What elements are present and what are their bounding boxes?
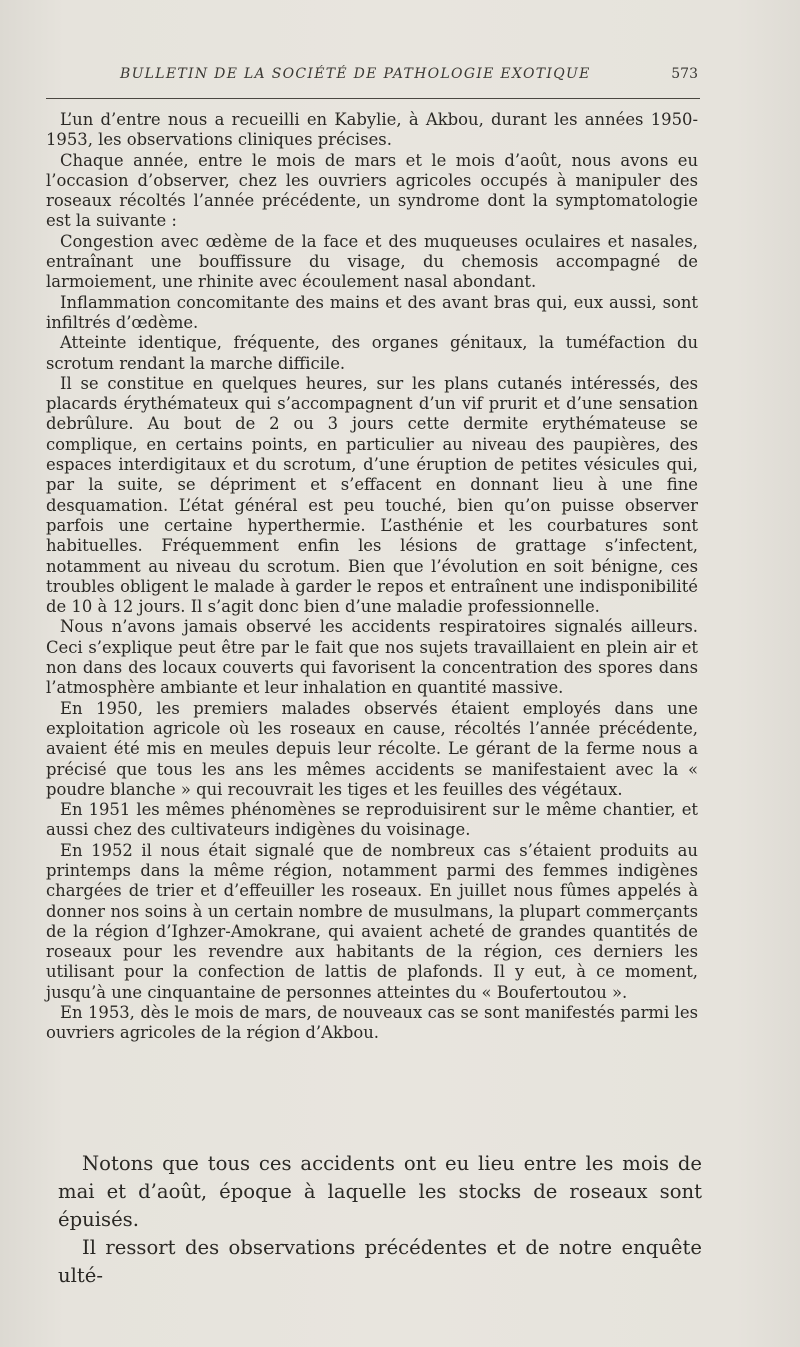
paragraph: Il se constitue en quelques heures, sur les plans cutanés intéressés, des placards érythémateux qui s’accompagnent d’un vif prurit et d’une sensation debrûlure. Au bout de 2 ou 3 jours cette dermite erythémateuse se complique, en certains points, en particulier au niveau des paupières, des espaces interdigitaux et du scrotum, d’une éruption de petites vésicules qui, par la suite, se dépriment et s’effacent en donnant lieu à une fine desquamation. L’état général est peu touché, bien qu’on puisse observer parfois une certaine hyperthermie. L’asthénie et les courbatures sont habituelles. Fréquemment enfin les lésions de grattage s’infectent, notamment au niveau du scrotum. Bien que l’évolution en soit bénigne, ces troubles obligent le malade à garder le repos et entraînent une indisponibilité de 10 à 12 jours. Il s’agit donc bien d’une maladie professionnelle. xyxy=(46,373,698,617)
paragraph: Chaque année, entre le mois de mars et le mois d’août, nous avons eu l’occasion d’observer, chez les ouvriers agricoles occupés à manipuler des roseaux récoltés l’année précédente, un syndrome dont la symptomatologie est la suivante : xyxy=(46,150,698,231)
large-print-body xyxy=(58,1150,702,1290)
paragraph: L’un d’entre nous a recueilli en Kabylie, à Akbou, durant les années 1950-1953, les observations cliniques précises. xyxy=(46,110,698,150)
paragraph: Notons que tous ces accidents ont eu lieu entre les mois de mai et d’août, époque à laquelle les stocks de roseaux sont épuisés. xyxy=(58,1152,702,1231)
running-title: BULLETIN DE LA SOCIÉTÉ DE PATHOLOGIE EXOTIQUE xyxy=(120,66,591,82)
paragraph: En 1953, dès le mois de mars, de nouveaux cas se sont manifestés parmi les ouvriers agricoles de la région d’Akbou. xyxy=(46,1003,698,1043)
running-header xyxy=(100,62,700,88)
header-rule xyxy=(46,98,700,99)
paragraph: Il ressort des observations précédentes et de notre enquête ulté- xyxy=(58,1236,702,1287)
paragraph: Nous n’avons jamais observé les accidents respiratoires signalés ailleurs. Ceci s’explique peut être par le fait que nos sujets travaillaient en plein air et non dans des locaux couverts qui favorisent la concentration des spores dans l’atmosphère ambiante et leur inhalation en quantité massive. xyxy=(46,617,698,698)
paragraph: En 1950, les premiers malades observés étaient employés dans une exploitation agricole où les roseaux en cause, récoltés l’année précédente, avaient été mis en meules depuis leur récolte. Le gérant de la ferme nous a précisé que tous les ans les mêmes accidents se manifestaient avec la « poudre blanche » qui recouvrait les tiges et les feuilles des végétaux. xyxy=(46,698,698,799)
paragraph: Atteinte identique, fréquente, des organes génitaux, la tuméfaction du scrotum rendant la marche difficile. xyxy=(46,333,698,373)
paragraph: Inflammation concomitante des mains et des avant bras qui, eux aussi, sont infiltrés d’œdème. xyxy=(46,292,698,332)
paragraph: Congestion avec œdème de la face et des muqueuses oculaires et nasales, entraînant une bouffissure du visage, du chemosis accompagné de larmoiement, une rhinite avec écoulement nasal abondant. xyxy=(46,231,698,292)
small-print-body xyxy=(46,110,698,1044)
paragraph: En 1951 les mêmes phénomènes se reproduisirent sur le même chantier, et aussi chez des cultivateurs indigènes du voisinage. xyxy=(46,800,698,840)
page-number: 573 xyxy=(671,66,698,82)
paragraph: En 1952 il nous était signalé que de nombreux cas s’étaient produits au printemps dans la même région, notamment parmi des femmes indigènes chargées de trier et d’effeuiller les roseaux. En juillet nous fûmes appelés à donner nos soins à un certain nombre de musulmans, la plupart commerçants de la région d’Ighzer-Amokrane, qui avaient acheté de grandes quantités de roseaux pour les revendre aux habitants de la région, ces derniers les utilisant pour la confection de lattis de plafonds. Il y eut, à ce moment, jusqu’à une cinquantaine de personnes atteintes du « Boufertoutou ». xyxy=(46,840,698,1002)
